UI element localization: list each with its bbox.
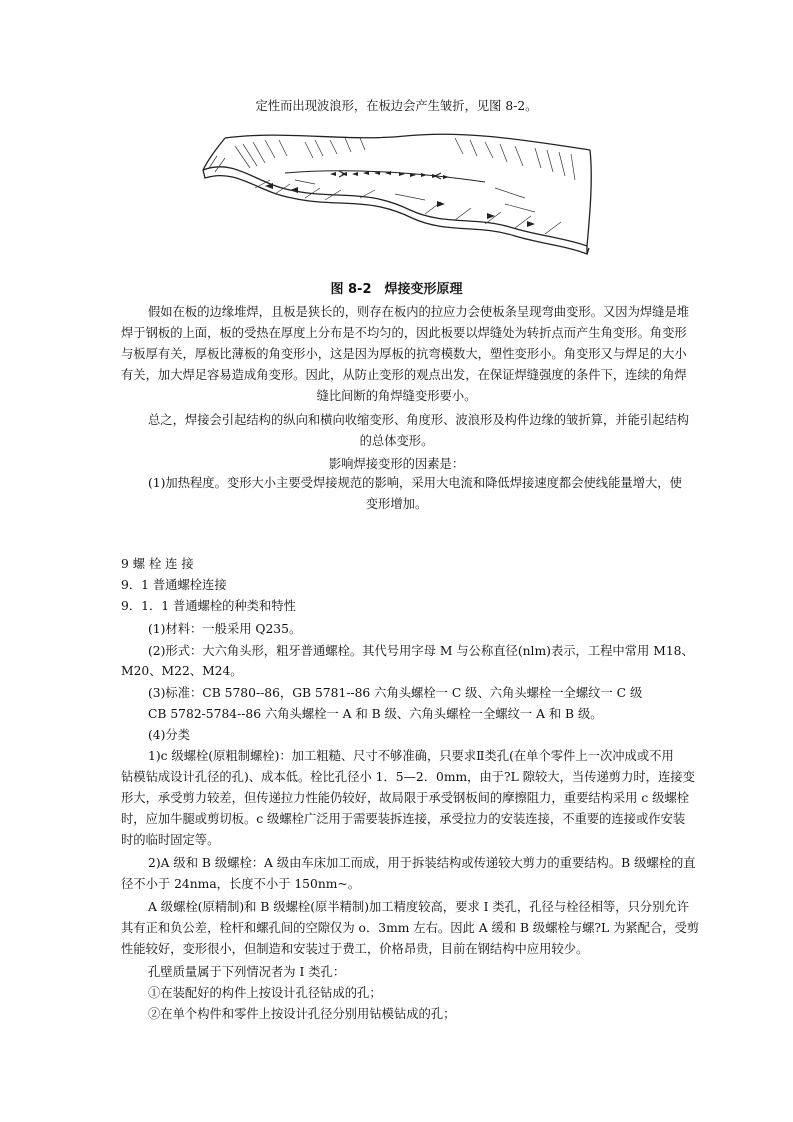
body-line: (3)标准：CB 5780--86，GB 5781--86 六角头螺栓一 C 级、六角头螺栓一全螺纹一 C 级: [148, 686, 643, 700]
figure-caption: 图 8-2 焊接变形原理: [330, 282, 463, 297]
body-line: 时，应加牛腿或剪切板。c 级螺栓广泛用于需要装拆连接，承受拉力的安装连接，不重要的连接或作安装: [121, 812, 686, 826]
body-line: 径不小于 24nma，长度不小于 150nm~。: [121, 877, 360, 891]
body-line: (4)分类: [148, 728, 191, 742]
para3: 影响焊接变形的因素是：: [328, 457, 465, 471]
weld-deformation-figure: [195, 128, 595, 268]
body-line: CB 5782-5784--86 六角头螺栓一 A 和 B 级、六角头螺栓一全螺纹一 A 和 B 级。: [148, 707, 603, 721]
heading-chapter: 9 螺 栓 连 接: [121, 557, 194, 571]
body-line: 钻模钻成设计孔径的孔)、成本低。栓比孔径小 1．5—2．0mm，由于?L 隙较大，当传递剪力时，连接变: [121, 770, 695, 784]
heading-section: 9．1 普通螺栓连接: [121, 578, 227, 592]
para2-line: 的总体变形。: [359, 434, 434, 448]
body-line: (1)材料：一般采用 Q235。: [148, 622, 302, 636]
para1-line: 假如在板的边缘堆焊，且板是狭长的，则存在板内的拉应力会使板条呈现弯曲变形。又因为焊缝是堆: [148, 305, 690, 319]
para1-line: 有关，加大焊足容易造成角变形。因此，从防止变形的观点出发，在保证焊缝强度的条件下，连续的角焊: [121, 368, 687, 382]
body-line: 形大，承受剪力较差，但传递拉力性能仍较好，故局限于承受钢板间的摩擦阻力，重要结构采用 c 级螺栓: [121, 791, 690, 805]
body-line: (2)形式：大六角头形，粗牙普通螺栓。其代号用字母 M 与公称直径(nlm)表示，工程中常用 M18、: [148, 644, 694, 658]
plate-left-edge: [203, 138, 225, 170]
para4-line: 变形增加。: [365, 497, 428, 511]
body-line: 孔壁质量属于下列情况者为 I 类孔：: [148, 965, 346, 979]
body-line: ②在单个构件和零件上按设计孔径分别用钻模钻成的孔；: [148, 1007, 456, 1021]
body-line: 1)c 级螺栓(原粗制螺栓)：加工粗糙、尺寸不够准确，只要求Ⅱ类孔(在单个零件上一次冲成或不用: [148, 749, 674, 763]
body-line: 2)A 级和 B 级螺栓：A 级由车床加工而成，用于拆装结构或传递较大剪力的重要结构。B 级螺栓的直: [148, 856, 696, 870]
para1-line: 缝比间断的角焊缝变形要小。: [316, 389, 477, 403]
para2-line: 总之，焊接会引起结构的纵向和横向收缩变形、角度形、波浪形及构件边缘的皱折算，并能引起结构: [148, 413, 690, 427]
body-line: 时的临时固定等。: [121, 833, 220, 847]
body-line: ①在装配好的构件上按设计孔径钻成的孔；: [148, 986, 382, 1000]
plate-right-edge: [587, 150, 591, 246]
body-line: M20、M22、M24。: [121, 664, 243, 678]
body-line: 其有正和负公差，栓杆和螺孔间的空隙仅为 o．3mm 左右。因此 A 缓和 B 级螺栓与螺?L 为紧配合，受剪: [121, 921, 700, 935]
para4-line: (1)加热程度。变形大小主要受焊接规范的影响，采用大电流和降低焊接速度都会使线能量增大，使: [148, 476, 682, 490]
top-line: 定性而出现波浪形，在板边会产生皱折，见图 8-2。: [255, 99, 538, 113]
heading-subsection: 9．1．1 普通螺栓的种类和特性: [121, 599, 296, 613]
para1-line: 焊于钢板的上面，板的受热在厚度上分布是不均匀的，因此板要以焊缝处为转折点而产生角变形。角变形: [121, 326, 687, 340]
plate-front-edge: [203, 167, 587, 246]
body-line: A 级螺栓(原精制)和 B 级螺栓(原半精制)加工精度较高，要求 I 类孔，孔径与栓径相等，只分别允许: [148, 900, 690, 914]
para1-line: 与板厚有关，厚板比薄板的角变形小，这是因为厚板的抗弯模数大，塑性变形小。角变形又与焊足的大小: [121, 347, 687, 361]
body-line: 性能较好，变形很小，但制造和安装过于费工，价格昂贵，目前在钢结构中应用较少。: [121, 942, 589, 956]
